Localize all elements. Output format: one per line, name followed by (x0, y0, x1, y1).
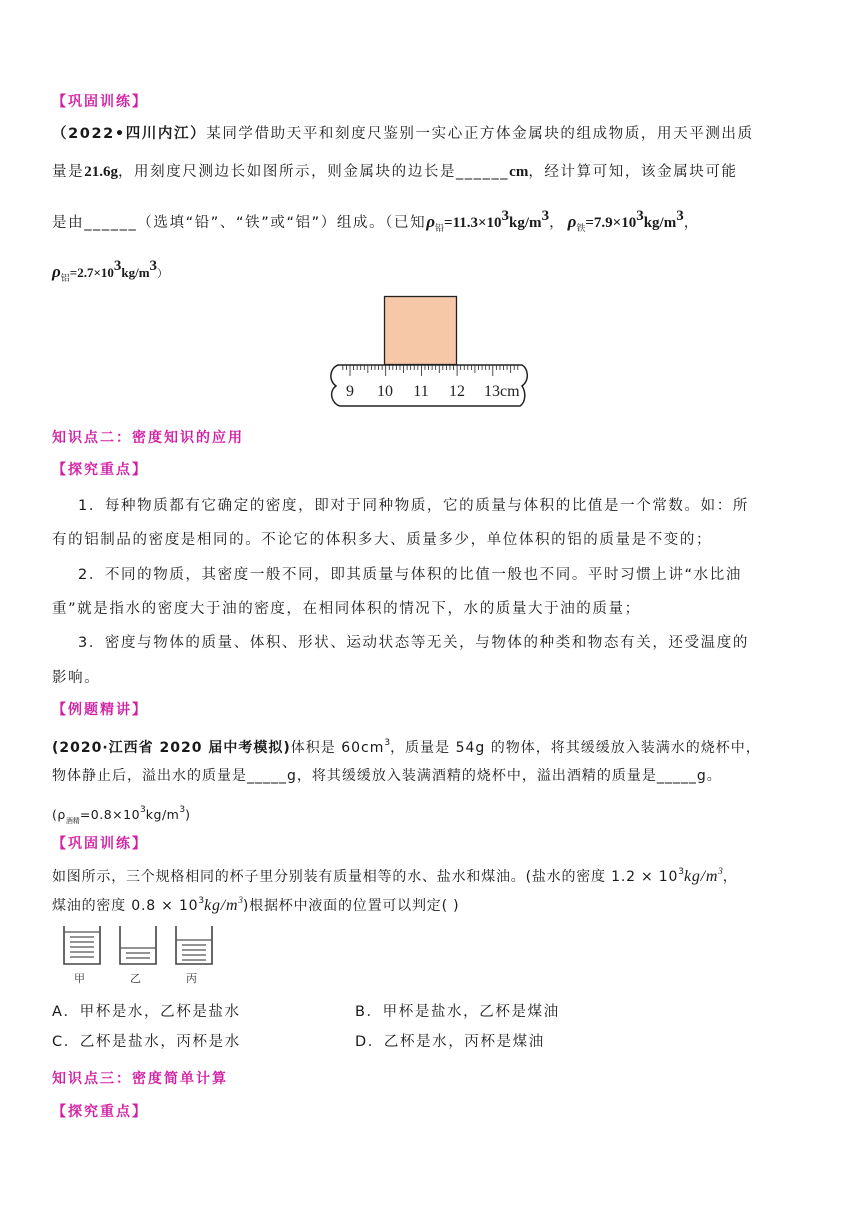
close-paren: ） (157, 267, 170, 280)
option-c[interactable]: C．乙杯是盐水，丙杯是水 (52, 1034, 241, 1050)
exponent: 3 (198, 896, 205, 906)
example-line-2: 物体静止后，溢出水的质量是_____g，将其缓缓放入装满酒精的烧杯中，溢出酒精的质量是_____g。 (52, 768, 722, 784)
problem-source: （2022•四川内江） (52, 126, 207, 142)
problem-1-line-1 (52, 124, 754, 144)
rho-aluminum-value: =2.7×10 (69, 265, 114, 280)
cup-label-bing: 丙 (186, 972, 197, 985)
exponent: 3 (501, 208, 510, 224)
rho-aluminum-subscript: 铝 (60, 274, 70, 284)
exponent: 3 (179, 805, 186, 815)
example-line-1 (52, 733, 761, 758)
point-3-line-2: 影响。 (52, 670, 101, 686)
problem-text: 量是 (52, 164, 85, 180)
exercise-text: 煤油的密度 0.8 × 10 (52, 898, 199, 914)
unit: kg/m (121, 265, 150, 280)
problem-text: ，经计算可知，该金属块可能 (528, 164, 738, 180)
example-text: ，质量是 54g 的物体，将其缓缓放入装满水的烧杯中， (390, 740, 761, 756)
mass-value: 21.6g (84, 164, 118, 180)
cup-label-jia: 甲 (74, 972, 85, 985)
unit: kg/m (509, 215, 542, 231)
option-a[interactable]: A．甲杯是水，乙杯是盐水 (52, 1004, 241, 1020)
cup-label-yi: 乙 (130, 972, 141, 985)
unit: kg/m (204, 897, 239, 914)
rho-symbol: ρ (52, 262, 61, 281)
example-heading: 【例题精讲】 (52, 702, 148, 718)
point-2-line-2: 重”就是指水的密度大于油的密度，在相同体积的情况下，水的质量大于油的质量； (52, 601, 641, 617)
exponent: 3 (541, 208, 550, 224)
problem-1-line-4 (52, 256, 170, 289)
ruler-label-10: 10 (377, 383, 393, 400)
point-1-line-1: 1．每种物质都有它确定的密度，即对于同种物质，它的质量与体积的比值是一个常数。如：所 (78, 498, 749, 514)
key-points-heading: 【探究重点】 (52, 462, 148, 478)
ruler-label-13cm: 13cm (484, 383, 520, 400)
liquid-lines (64, 932, 212, 960)
problem-text: 某同学借助天平和刻度尺鉴别一实心正方体金属块的组成物质，用天平测出质 (206, 126, 754, 142)
exponent: 3 (238, 895, 243, 905)
exponent: 3 (676, 208, 684, 224)
problem-text: ，用刻度尺测边长如图所示，则金属块的边长是______ (117, 164, 510, 180)
problem-1-line-2 (52, 162, 738, 182)
example-text: 体积是 60cm (290, 740, 385, 756)
exponent: 3 (384, 738, 391, 748)
exponent: 3 (636, 208, 644, 224)
unit: kg/m (683, 868, 719, 885)
exercise-text: 如图所示，三个规格相同的杯子里分别装有质量相等的水、盐水和煤油。(盐水的密度 1.2 × 10 (52, 869, 679, 885)
rho-lead-value: =11.3×10 (444, 215, 502, 231)
exponent: 3 (149, 258, 158, 274)
example-text: (ρ (52, 807, 66, 822)
exercise-line-2 (52, 890, 459, 916)
exponent: 3 (140, 805, 146, 815)
example-text: ) (185, 807, 191, 822)
knowledge-point-3-title: 知识点三：密度简单计算 (52, 1071, 228, 1087)
problem-text: 是由______（选填“铅”、“铁”或“铝”）组成。（已知 (52, 215, 427, 231)
option-d[interactable]: D．乙杯是水，丙杯是煤油 (355, 1034, 545, 1050)
rho-symbol: ρ (426, 212, 435, 231)
ruler-figure (326, 292, 532, 410)
rho-iron-value: =7.9×10 (585, 215, 637, 231)
example-source: (2020·江西省 2020 届中考模拟) (52, 740, 291, 756)
metal-cube (385, 297, 457, 365)
exponent: 3 (113, 258, 122, 274)
exercise-line-1: 如图所示，三个规格相同的杯子里分别装有质量相等的水、盐水和煤油。(盐水的密度 $1.2 \times 10^3kg/m^3$， (52, 866, 738, 885)
consolidation-heading: 【巩固训练】 (52, 94, 148, 110)
rho-iron-subscript: 铁 (576, 224, 586, 234)
example-text: kg/m (145, 807, 180, 822)
rho-symbol: ρ (567, 212, 577, 231)
point-3-line-1: 3．密度与物体的质量、体积、形状、运动状态等无关，与物体的种类和物态有关，还受温度的 (78, 635, 749, 651)
ruler-label-12: 12 (449, 383, 465, 400)
point-1-line-2: 有的铝制品的密度是相同的。不论它的体积多大、质量多少，单位体积的铝的质量是不变的； (52, 532, 713, 548)
problem-1-line-3: 是由______（选填“铅”、“铁”或“铝”）组成。（已知$\rho_铅=11.3\times 10^3kg/m^3$， $\rho_铁=7.9\times 10^3kg/m^3$， (52, 208, 700, 234)
exercise-text: )根据杯中液面的位置可以判定( ) (242, 898, 460, 914)
rho-lead-subscript: 铅 (435, 224, 445, 234)
exponent: 3 (718, 866, 723, 876)
alcohol-subscript: 酒精 (65, 817, 80, 825)
cups-figure (60, 922, 220, 986)
knowledge-point-2-title: 知识点二：密度知识的应用 (52, 430, 244, 446)
unit: kg/m (643, 215, 677, 231)
cm-unit: cm (509, 164, 529, 180)
point-2-line-1: 2．不同的物质，其密度一般不同，即其质量与体积的比值一般也不同。平时习惯上讲“水比油 (78, 567, 742, 583)
ruler-label-11: 11 (413, 383, 429, 400)
consolidation-heading-2: 【巩固训练】 (52, 836, 148, 852)
example-line-3 (52, 800, 190, 831)
example-text: =0.8×10 (79, 807, 141, 822)
key-points-heading-2: 【探究重点】 (52, 1104, 148, 1120)
exponent: 3 (678, 867, 684, 877)
ruler-label-9: 9 (346, 383, 354, 400)
option-b[interactable]: B．甲杯是盐水，乙杯是煤油 (355, 1004, 560, 1020)
